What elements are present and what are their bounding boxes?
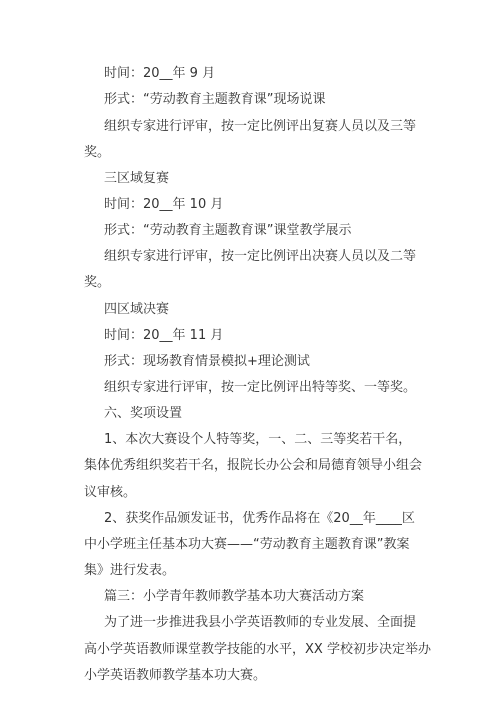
review-1: 组织专家进行评审，按一定比例评出复赛人员以及三等 [104,119,417,134]
review-2: 组织专家进行评审，按一定比例评出决赛人员以及二等 [104,249,417,264]
awards-item-1: 1、本次大赛设个人特等奖，一、二、三等奖若干名， [104,432,412,447]
format-3: 形式：现场教育情景模拟+理论测试 [104,354,310,369]
section-regional-semifinal: 三区域复赛 [104,171,170,186]
review-1-cont: 奖。 [84,145,111,160]
review-3: 组织专家进行评审，按一定比例评出特等奖、一等奖。 [104,380,417,395]
intro-paragraph-cont: 高小学英语教师课堂教学技能的水平，XX 学校初步决定举办 [84,642,431,657]
section-awards-heading: 六、奖项设置 [104,406,183,421]
intro-paragraph-cont2: 小学英语教师教学基本功大赛。 [84,668,267,683]
format-1: 形式：“劳动教育主题教育课”现场说课 [104,92,326,107]
awards-item-2-cont: 中小学班主任基本功大赛——“劳动教育主题教育课”教案 [84,537,410,552]
awards-item-2: 2、获奖作品颁发证书，优秀作品将在《20__年____区 [104,511,415,526]
review-2-cont: 奖。 [84,275,111,290]
article-three-title: 篇三：小学青年教师教学基本功大赛活动方案 [104,589,365,604]
section-regional-final: 四区域决赛 [104,302,170,317]
format-2: 形式：“劳动教育主题教育课”课堂教学展示 [104,223,352,238]
intro-paragraph: 为了进一步推进我县小学英语教师的专业发展、全面提 [104,615,417,630]
schedule-time-3: 时间：20__年 11 月 [104,328,224,343]
schedule-time-1: 时间：20__年 9 月 [104,66,216,81]
awards-item-2-cont2: 集》进行发表。 [84,563,176,578]
schedule-time-2: 时间：20__年 10 月 [104,197,224,212]
awards-item-1-cont: 集体优秀组织奖若干名，报院长办公会和局德育领导小组会 [84,458,423,473]
awards-item-1-cont2: 议审核。 [84,485,137,500]
